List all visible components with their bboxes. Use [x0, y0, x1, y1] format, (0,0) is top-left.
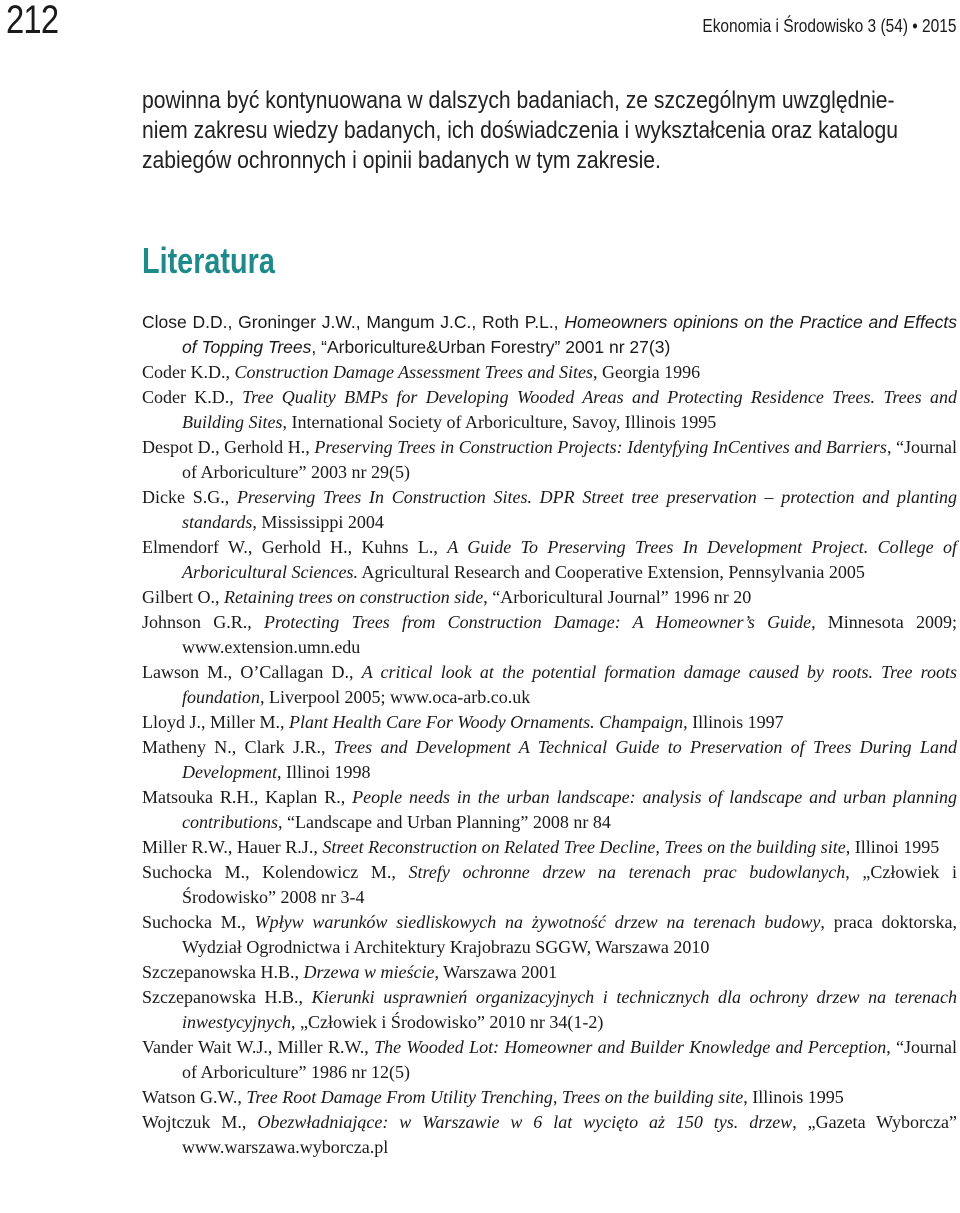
reference-author: Suchocka M., Kolendowicz M., [142, 862, 409, 882]
reference-details: , Illinoi 1998 [276, 762, 371, 782]
reference-details: , Illinois 1995 [743, 1087, 844, 1107]
reference-title: A critical look at the potential formation damage caused by roots. Tree roots foundation [182, 662, 957, 707]
reference-details: , Georgia 1996 [593, 362, 701, 382]
reference-item [142, 435, 957, 485]
reference-item [142, 910, 957, 960]
reference-details: Agricultural Research and Cooperative Extension, Pennsylvania 2005 [357, 562, 865, 582]
reference-title: Retaining trees on construction side [223, 587, 484, 607]
reference-details: , Illinois 1997 [683, 712, 784, 732]
reference-details: , „Człowiek i Środowisko” 2010 nr 34(1-2) [290, 1012, 604, 1032]
intro-paragraph [142, 86, 899, 176]
reference-item [142, 385, 957, 435]
reference-title: Preserving Trees In Construction Sites. DPR Street tree preservation – protection and planting standards [182, 487, 957, 532]
reference-item [142, 785, 957, 835]
reference-title: Drzewa w mieście [303, 962, 435, 982]
reference-author: Suchocka M., [142, 912, 255, 932]
reference-details: , Mississippi 2004 [252, 512, 384, 532]
reference-author: Miller R.W., Hauer R.J., [142, 837, 323, 857]
reference-item [142, 535, 957, 585]
reference-item [142, 585, 957, 610]
reference-item [142, 985, 957, 1035]
reference-author: Gilbert O., [142, 587, 224, 607]
page-number: 212 [6, 0, 59, 42]
reference-author: Close D.D., Groninger J.W., Mangum J.C., Roth P.L., [142, 312, 565, 332]
reference-author: Dicke S.G., [142, 487, 237, 507]
intro-line: zabiegów ochronnych i opinii badanych w tym zakresie. [142, 147, 661, 174]
reference-item [142, 735, 957, 785]
reference-item [142, 710, 957, 735]
reference-author: Coder K.D., [142, 362, 235, 382]
reference-title: Plant Health Care For Woody Ornaments. Champaign [289, 712, 684, 732]
reference-title: The Wooded Lot: Homeowner and Builder Knowledge and Perception [374, 1037, 887, 1057]
reference-details: , „Gazeta Wyborcza” www.warszawa.wyborcza.pl [182, 1112, 957, 1157]
reference-item [142, 1110, 957, 1160]
reference-author: Lawson M., O’Callagan D., [142, 662, 362, 682]
reference-author: Johnson G.R., [142, 612, 264, 632]
reference-item [142, 660, 957, 710]
reference-title: Trees and Development A Technical Guide to Preservation of Trees During Land Development [182, 737, 958, 782]
reference-item [142, 360, 957, 385]
reference-item [142, 860, 957, 910]
reference-details: , Liverpool 2005; www.oca-arb.co.uk [260, 687, 531, 707]
reference-details: , praca doktorska, Wydział Ogrodnictwa i Architektury Krajobrazu SGGW, Warszawa 2010 [182, 912, 958, 957]
running-header: Ekonomia i Środowisko 3 (54) • 2015 [701, 16, 956, 36]
reference-details: , Illinoi 1995 [845, 837, 940, 857]
reference-author: Watson G.W., [142, 1087, 247, 1107]
reference-author: Coder K.D., [142, 387, 243, 407]
reference-title: Kierunki usprawnień organizacyjnych i technicznych dla ochrony drzew na terenach inwestycyjnych [182, 987, 957, 1032]
reference-details: , “Arboricultural Journal” 1996 nr 20 [483, 587, 752, 607]
reference-title: Protecting Trees from Construction Damage: A Homeowner’s Guide [263, 612, 812, 632]
reference-item [142, 1035, 957, 1085]
reference-item [142, 835, 957, 860]
reference-title: Obezwładniające: w Warszawie w 6 lat wycięto aż 150 tys. drzew [257, 1112, 793, 1132]
reference-author: Despot D., Gerhold H., [142, 437, 315, 457]
reference-list [142, 310, 957, 1160]
reference-title: Strefy ochronne drzew na terenach prac budowlanych [408, 862, 846, 882]
reference-item [142, 1085, 957, 1110]
reference-title: Wpływ warunków siedliskowych na żywotność drzew na terenach budowy [254, 912, 821, 932]
reference-author: Wojtczuk M., [142, 1112, 258, 1132]
reference-author: Szczepanowska H.B., [142, 962, 304, 982]
reference-title: Preserving Trees in Construction Projects: Identyfying InCentives and Barriers [314, 437, 887, 457]
reference-details: , “Journal of Arboriculture” 1986 nr 12(5) [182, 1037, 958, 1082]
reference-details: , “Landscape and Urban Planning” 2008 nr 84 [278, 812, 611, 832]
reference-title: Street Reconstruction on Related Tree Decline, Trees on the building site [322, 837, 846, 857]
reference-details: , “Arboriculture&Urban Forestry” 2001 nr 27(3) [311, 337, 671, 357]
intro-line: powinna być kontynuowana w dalszych badaniach, ze szczególnym uwzględnie- [142, 87, 895, 114]
reference-item [142, 960, 957, 985]
section-heading: Literatura [142, 240, 275, 281]
reference-details: , Warszawa 2001 [434, 962, 558, 982]
reference-title: A Guide To Preserving Trees In Development Project. College of Arboricultural Sciences. [182, 537, 958, 582]
reference-item [142, 485, 957, 535]
reference-author: Matsouka R.H., Kaplan R., [142, 787, 353, 807]
reference-title: Tree Quality BMPs for Developing Wooded Areas and Protecting Residence Trees. Trees and Building Sites [182, 387, 957, 432]
reference-item [142, 310, 957, 360]
reference-title: Construction Damage Assessment Trees and Sites [234, 362, 593, 382]
reference-author: Szczepanowska H.B., [142, 987, 312, 1007]
reference-author: Vander Wait W.J., Miller R.W., [142, 1037, 375, 1057]
reference-title: Homeowners opinions on the Practice and Effects of Topping Trees [182, 312, 957, 357]
reference-title: Tree Root Damage From Utility Trenching, Trees on the building site [246, 1087, 744, 1107]
reference-item [142, 610, 957, 660]
reference-details: , “Journal of Arboriculture” 2003 nr 29(5) [182, 437, 958, 482]
reference-details: , Minnesota 2009; www.extension.umn.edu [182, 612, 958, 657]
reference-details: , International Society of Arboriculture, Savoy, Illinois 1995 [282, 412, 717, 432]
reference-author: Lloyd J., Miller M., [142, 712, 289, 732]
intro-line: niem zakresu wiedzy badanych, ich doświadczenia i wykształcenia oraz katalogu [142, 117, 899, 144]
reference-author: Matheny N., Clark J.R., [142, 737, 334, 757]
reference-details: , „Człowiek i Środowisko” 2008 nr 3-4 [182, 862, 957, 907]
reference-title: People needs in the urban landscape: analysis of landscape and urban planning contributions [182, 787, 957, 832]
reference-author: Elmendorf W., Gerhold H., Kuhns L., [142, 537, 448, 557]
